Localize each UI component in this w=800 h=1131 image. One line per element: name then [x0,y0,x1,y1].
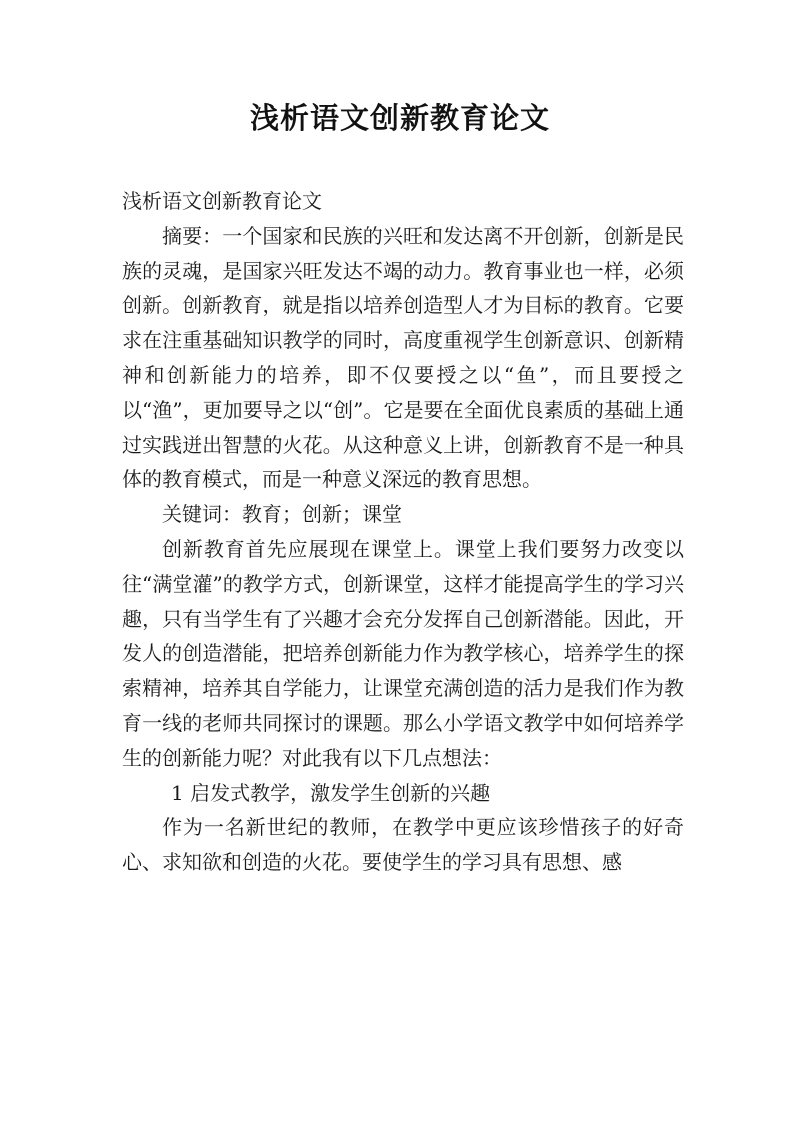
document-title: 浅析语文创新教育论文 [249,101,550,135]
keywords-line: 关键词：教育；创新；课堂 [162,502,402,527]
abstract-paragraph: 摘要：一个国家和民族的兴旺和发达离不开创新，创新是民族的灵魂，是国家兴旺发达不竭的动力。教育事业也一样，必须创新。创新教育，就是指以培养创造型人才为目标的教育。它要求在注重基础知识教学的同时，高度重视学生创新意识、创新精神和创新能力的培养，即不仅要授之以“鱼”，而且要授之以“渔”，更加要导之以“创”。它是要在全面优良素质的基础上通过实践迸出智慧的火花。从这种意义上讲，创新教育不是一种具体的教育模式，而是一种意义深远的教育思想。 [122,223,684,492]
body-paragraph: 创新教育首先应展现在课堂上。课堂上我们要努力改变以往“满堂灌”的教学方式，创新课堂，这样才能提高学生的学习兴趣，只有当学生有了兴趣才会充分发挥自己创新潜能。因此，开发人的创造潜能，把培养创新能力作为教学核心，培养学生的探索精神，培养其自学能力，让课堂充满创造的活力是我们作为教育一线的老师共同探讨的课题。那么小学语文教学中如何培养学生的创新能力呢？对此我有以下几点想法： [122,536,684,770]
subtitle-line: 浅析语文创新教育论文 [122,189,322,213]
body-paragraph: 作为一名新世纪的教师，在教学中更应该珍惜孩子的好奇心、求知欲和创造的火花。要使学生的学习具有思想、感 [122,815,684,875]
document-body [122,184,684,880]
section-heading: 1 启发式教学，激发学生创新的兴趣 [171,780,491,805]
